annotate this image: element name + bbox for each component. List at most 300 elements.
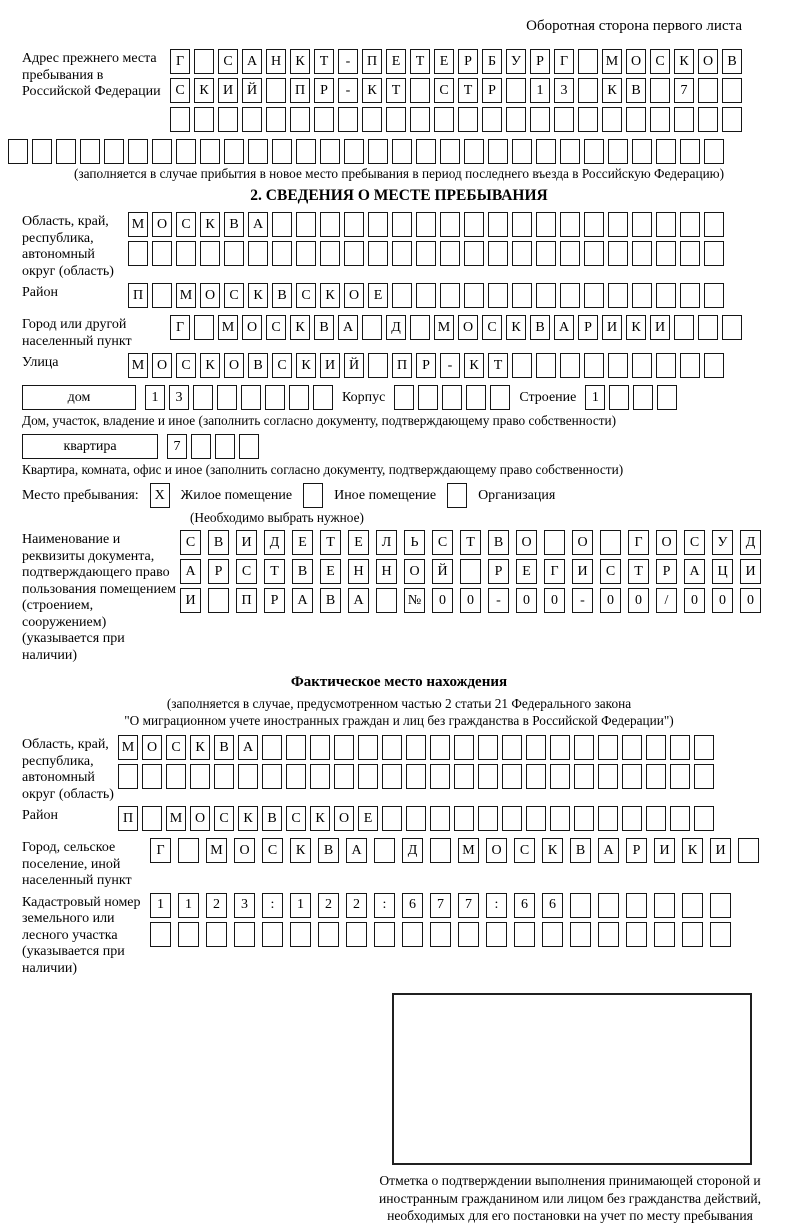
char-cell: Д <box>386 315 406 340</box>
char-cell <box>694 735 714 760</box>
apartment-label: квартира <box>63 438 117 454</box>
char-cell: О <box>152 353 172 378</box>
char-cell <box>698 315 718 340</box>
char-cell: Б <box>482 49 502 74</box>
char-cell <box>376 588 397 613</box>
char-cell: Т <box>320 530 341 555</box>
char-cell: О <box>190 806 210 831</box>
char-cell <box>478 735 498 760</box>
char-cell <box>215 434 235 459</box>
char-cell: М <box>206 838 227 863</box>
actual-region-label: Область, край, республика, автономный округ (область) <box>22 737 114 802</box>
building-boxes <box>394 385 510 410</box>
char-cell <box>152 139 172 164</box>
char-cell: А <box>684 559 705 584</box>
char-cell <box>296 212 316 237</box>
char-cell <box>454 735 474 760</box>
actual-region-boxes <box>118 735 714 793</box>
char-cell: С <box>176 212 196 237</box>
char-cell <box>286 735 306 760</box>
char-cell <box>584 241 604 266</box>
char-cell: Р <box>264 588 285 613</box>
char-cell: К <box>248 283 268 308</box>
char-cell: 1 <box>145 385 165 410</box>
char-cell <box>214 764 234 789</box>
char-cell <box>512 283 532 308</box>
char-cell: М <box>458 838 479 863</box>
char-cell <box>560 241 580 266</box>
char-cell: Г <box>628 530 649 555</box>
char-cell: 6 <box>514 893 535 918</box>
char-cell: Д <box>402 838 423 863</box>
city-line1 <box>170 315 742 340</box>
char-cell: В <box>262 806 282 831</box>
char-cell: В <box>570 838 591 863</box>
char-cell: Г <box>170 49 190 74</box>
char-cell <box>310 764 330 789</box>
char-cell: - <box>572 588 593 613</box>
char-cell <box>194 107 214 132</box>
char-cell <box>650 78 670 103</box>
char-cell: И <box>650 315 670 340</box>
char-cell <box>550 806 570 831</box>
char-cell: О <box>698 49 718 74</box>
char-cell <box>416 212 436 237</box>
char-cell <box>118 764 138 789</box>
prev-address-note: (заполняется в случае прибытия в новое место пребывания в период последнего въезда в Российскую Федерацию) <box>73 166 725 181</box>
char-cell <box>8 139 28 164</box>
document-line1 <box>180 530 761 555</box>
char-cell <box>440 241 460 266</box>
char-cell: К <box>290 315 310 340</box>
char-cell: 7 <box>430 893 451 918</box>
char-cell <box>368 139 388 164</box>
char-cell: Й <box>344 353 364 378</box>
char-cell <box>646 806 666 831</box>
char-cell: Й <box>242 78 262 103</box>
actual-region-line2 <box>118 764 714 789</box>
char-cell <box>128 139 148 164</box>
char-cell: О <box>224 353 244 378</box>
char-cell <box>208 588 229 613</box>
char-cell: 7 <box>167 434 187 459</box>
char-cell: П <box>236 588 257 613</box>
char-cell <box>464 283 484 308</box>
char-cell <box>394 385 414 410</box>
char-cell: 0 <box>432 588 453 613</box>
stay-option-other-label: Иное помещение <box>334 487 437 503</box>
char-cell <box>358 735 378 760</box>
char-cell <box>488 212 508 237</box>
char-cell <box>440 283 460 308</box>
char-cell <box>368 241 388 266</box>
char-cell: Р <box>458 49 478 74</box>
confirmation-stamp-box <box>392 993 752 1165</box>
char-cell <box>502 764 522 789</box>
char-cell <box>670 735 690 760</box>
char-cell <box>150 922 171 947</box>
char-cell <box>536 353 556 378</box>
char-cell <box>608 241 628 266</box>
char-cell <box>560 212 580 237</box>
char-cell: 0 <box>712 588 733 613</box>
char-cell <box>200 241 220 266</box>
char-cell <box>657 385 677 410</box>
char-cell <box>646 735 666 760</box>
char-cell <box>694 764 714 789</box>
char-cell <box>176 241 196 266</box>
char-cell: О <box>404 559 425 584</box>
char-cell <box>584 353 604 378</box>
apartment-note: Квартира, комната, офис и иное (заполнить согласно документу, подтверждающему право собственности) <box>22 462 624 477</box>
char-cell <box>633 385 653 410</box>
char-cell <box>296 139 316 164</box>
char-cell <box>190 764 210 789</box>
char-cell <box>704 212 724 237</box>
char-cell <box>346 922 367 947</box>
char-cell <box>656 283 676 308</box>
street-line1 <box>128 353 724 378</box>
field-document <box>22 530 776 664</box>
char-cell <box>544 530 565 555</box>
document-boxes <box>180 530 761 617</box>
char-cell <box>410 315 430 340</box>
field-city <box>22 315 776 350</box>
char-cell: 0 <box>516 588 537 613</box>
char-cell <box>430 922 451 947</box>
char-cell <box>440 212 460 237</box>
char-cell: : <box>374 893 395 918</box>
char-cell: Е <box>292 530 313 555</box>
char-cell: Р <box>578 315 598 340</box>
char-cell: В <box>208 530 229 555</box>
char-cell <box>478 806 498 831</box>
house-label-box <box>22 385 136 410</box>
char-cell: С <box>214 806 234 831</box>
char-cell <box>574 764 594 789</box>
char-cell <box>536 283 556 308</box>
char-cell <box>392 283 412 308</box>
prev-address-line2 <box>170 78 742 103</box>
field-actual-district <box>22 806 776 835</box>
char-cell <box>578 107 598 132</box>
char-cell <box>224 241 244 266</box>
char-cell <box>266 78 286 103</box>
actual-location-title: Фактическое место нахождения <box>290 674 508 690</box>
char-cell <box>206 922 227 947</box>
field-prev-address <box>22 49 776 136</box>
char-cell <box>178 922 199 947</box>
char-cell: П <box>392 353 412 378</box>
char-cell: Т <box>410 49 430 74</box>
actual-location-note-2: "О миграционном учете иностранных граждан и лиц без гражданства в Российской Федерации") <box>124 713 674 728</box>
char-cell: Т <box>264 559 285 584</box>
char-cell <box>560 283 580 308</box>
char-cell: М <box>218 315 238 340</box>
char-cell: 6 <box>402 893 423 918</box>
prev-address-line4 <box>8 139 776 164</box>
char-cell <box>704 139 724 164</box>
char-cell <box>738 838 759 863</box>
char-cell <box>418 385 438 410</box>
char-cell: Р <box>208 559 229 584</box>
char-cell <box>454 806 474 831</box>
char-cell <box>466 385 486 410</box>
char-cell: Н <box>348 559 369 584</box>
char-cell <box>152 283 172 308</box>
char-cell <box>272 241 292 266</box>
char-cell <box>272 139 292 164</box>
stay-option-organization-checkbox <box>447 483 467 508</box>
char-cell: А <box>242 49 262 74</box>
char-cell <box>488 241 508 266</box>
char-cell <box>626 893 647 918</box>
char-cell: В <box>292 559 313 584</box>
char-cell: Р <box>314 78 334 103</box>
actual-city-label: Город, сельское поселение, иной населенный пункт <box>22 840 132 888</box>
char-cell: 3 <box>169 385 189 410</box>
char-cell <box>434 107 454 132</box>
structure-boxes <box>585 385 677 410</box>
char-cell <box>650 107 670 132</box>
char-cell <box>217 385 237 410</box>
char-cell <box>142 806 162 831</box>
char-cell: О <box>242 315 262 340</box>
char-cell <box>698 107 718 132</box>
char-cell: О <box>344 283 364 308</box>
char-cell: И <box>740 559 761 584</box>
char-cell <box>464 241 484 266</box>
char-cell <box>242 107 262 132</box>
char-cell: Т <box>458 78 478 103</box>
char-cell: М <box>602 49 622 74</box>
char-cell <box>600 530 621 555</box>
char-cell: О <box>486 838 507 863</box>
char-cell: Д <box>740 530 761 555</box>
char-cell <box>608 353 628 378</box>
field-apartment <box>22 434 776 459</box>
cadastral-line1 <box>150 893 731 918</box>
char-cell: К <box>194 78 214 103</box>
char-cell <box>464 212 484 237</box>
char-cell <box>578 49 598 74</box>
char-cell: 0 <box>684 588 705 613</box>
char-cell <box>656 241 676 266</box>
char-cell <box>104 139 124 164</box>
char-cell <box>430 735 450 760</box>
char-cell <box>458 107 478 132</box>
stay-option-organization-label: Организация <box>478 487 556 503</box>
char-cell <box>320 212 340 237</box>
char-cell <box>344 212 364 237</box>
region-line1 <box>128 212 724 237</box>
char-cell <box>674 107 694 132</box>
char-cell <box>694 806 714 831</box>
char-cell <box>406 764 426 789</box>
char-cell <box>338 107 358 132</box>
char-cell <box>608 139 628 164</box>
prev-address-label: Адрес прежнего места пребывания в Российской Федерации <box>22 51 161 99</box>
char-cell <box>406 735 426 760</box>
char-cell <box>358 764 378 789</box>
char-cell <box>680 241 700 266</box>
actual-region-line1 <box>118 735 714 760</box>
char-cell: О <box>234 838 255 863</box>
char-cell <box>239 434 259 459</box>
char-cell <box>386 107 406 132</box>
char-cell <box>632 212 652 237</box>
char-cell <box>704 353 724 378</box>
char-cell: Г <box>554 49 574 74</box>
char-cell <box>464 139 484 164</box>
char-cell <box>632 139 652 164</box>
char-cell <box>430 764 450 789</box>
prev-address-line3 <box>170 107 742 132</box>
char-cell: С <box>224 283 244 308</box>
char-cell: Т <box>628 559 649 584</box>
char-cell <box>680 283 700 308</box>
char-cell: 1 <box>150 893 171 918</box>
char-cell <box>560 353 580 378</box>
char-cell: С <box>180 530 201 555</box>
char-cell: Т <box>460 530 481 555</box>
char-cell: Т <box>314 49 334 74</box>
char-cell: В <box>314 315 334 340</box>
char-cell <box>142 764 162 789</box>
char-cell <box>313 385 333 410</box>
house-note: Дом, участок, владение и иное (заполнить согласно документу, подтверждающему право собственности) <box>22 413 617 428</box>
char-cell <box>80 139 100 164</box>
char-cell <box>262 735 282 760</box>
char-cell <box>670 806 690 831</box>
char-cell <box>488 283 508 308</box>
char-cell <box>704 241 724 266</box>
char-cell <box>241 385 261 410</box>
char-cell <box>570 922 591 947</box>
char-cell <box>262 764 282 789</box>
char-cell <box>152 241 172 266</box>
cadastral-line2 <box>150 922 731 947</box>
char-cell <box>512 139 532 164</box>
field-district <box>22 283 776 312</box>
cadastral-label: Кадастровый номер земельного или лесного участка (указывается при наличии) <box>22 894 141 976</box>
char-cell <box>392 212 412 237</box>
char-cell: С <box>482 315 502 340</box>
char-cell: 1 <box>178 893 199 918</box>
char-cell <box>289 385 309 410</box>
house-number-boxes <box>145 385 333 410</box>
char-cell: Т <box>386 78 406 103</box>
char-cell: К <box>542 838 563 863</box>
char-cell <box>440 139 460 164</box>
char-cell <box>550 764 570 789</box>
char-cell: И <box>236 530 257 555</box>
stay-type-label: Место пребывания: <box>22 487 139 503</box>
char-cell: И <box>710 838 731 863</box>
char-cell: О <box>656 530 677 555</box>
char-cell: Г <box>150 838 171 863</box>
city-label: Город или другой населенный пункт <box>22 317 132 349</box>
char-cell: К <box>290 838 311 863</box>
char-cell <box>170 107 190 132</box>
char-cell: А <box>180 559 201 584</box>
char-cell <box>320 241 340 266</box>
char-cell <box>512 212 532 237</box>
char-cell <box>526 806 546 831</box>
char-cell <box>344 139 364 164</box>
char-cell <box>191 434 211 459</box>
char-cell <box>654 922 675 947</box>
char-cell <box>454 764 474 789</box>
char-cell <box>574 735 594 760</box>
char-cell <box>458 922 479 947</box>
stay-type-note: (Необходимо выбрать нужное) <box>190 510 364 525</box>
char-cell <box>710 893 731 918</box>
region-line2 <box>128 241 724 266</box>
char-cell: К <box>626 315 646 340</box>
char-cell <box>682 922 703 947</box>
street-label: Улица <box>22 355 59 370</box>
char-cell <box>218 107 238 132</box>
char-cell <box>410 78 430 103</box>
char-cell <box>374 838 395 863</box>
char-cell: О <box>200 283 220 308</box>
char-cell <box>478 764 498 789</box>
char-cell: 1 <box>585 385 605 410</box>
char-cell <box>722 107 742 132</box>
char-cell <box>488 139 508 164</box>
char-cell: - <box>488 588 509 613</box>
char-cell: / <box>656 588 677 613</box>
char-cell <box>234 922 255 947</box>
char-cell <box>526 735 546 760</box>
char-cell: Р <box>482 78 502 103</box>
char-cell: К <box>602 78 622 103</box>
char-cell <box>416 283 436 308</box>
char-cell <box>486 922 507 947</box>
char-cell: Ь <box>404 530 425 555</box>
char-cell: Й <box>432 559 453 584</box>
char-cell <box>368 212 388 237</box>
char-cell: П <box>128 283 148 308</box>
char-cell: С <box>650 49 670 74</box>
char-cell: 0 <box>628 588 649 613</box>
char-cell <box>248 139 268 164</box>
char-cell <box>194 49 214 74</box>
stay-option-other-checkbox <box>303 483 323 508</box>
stay-option-residential-label: Жилое помещение <box>180 487 293 503</box>
char-cell: Е <box>386 49 406 74</box>
char-cell: К <box>238 806 258 831</box>
char-cell <box>622 735 642 760</box>
char-cell: С <box>176 353 196 378</box>
char-cell <box>622 764 642 789</box>
char-cell <box>536 241 556 266</box>
char-cell: А <box>598 838 619 863</box>
field-stay-type <box>22 483 776 508</box>
char-cell <box>506 78 526 103</box>
char-cell: С <box>170 78 190 103</box>
char-cell: : <box>486 893 507 918</box>
char-cell: Г <box>170 315 190 340</box>
char-cell: С <box>286 806 306 831</box>
char-cell: С <box>218 49 238 74</box>
char-cell: И <box>654 838 675 863</box>
char-cell <box>598 806 618 831</box>
char-cell: - <box>338 49 358 74</box>
char-cell <box>598 764 618 789</box>
char-cell <box>680 353 700 378</box>
